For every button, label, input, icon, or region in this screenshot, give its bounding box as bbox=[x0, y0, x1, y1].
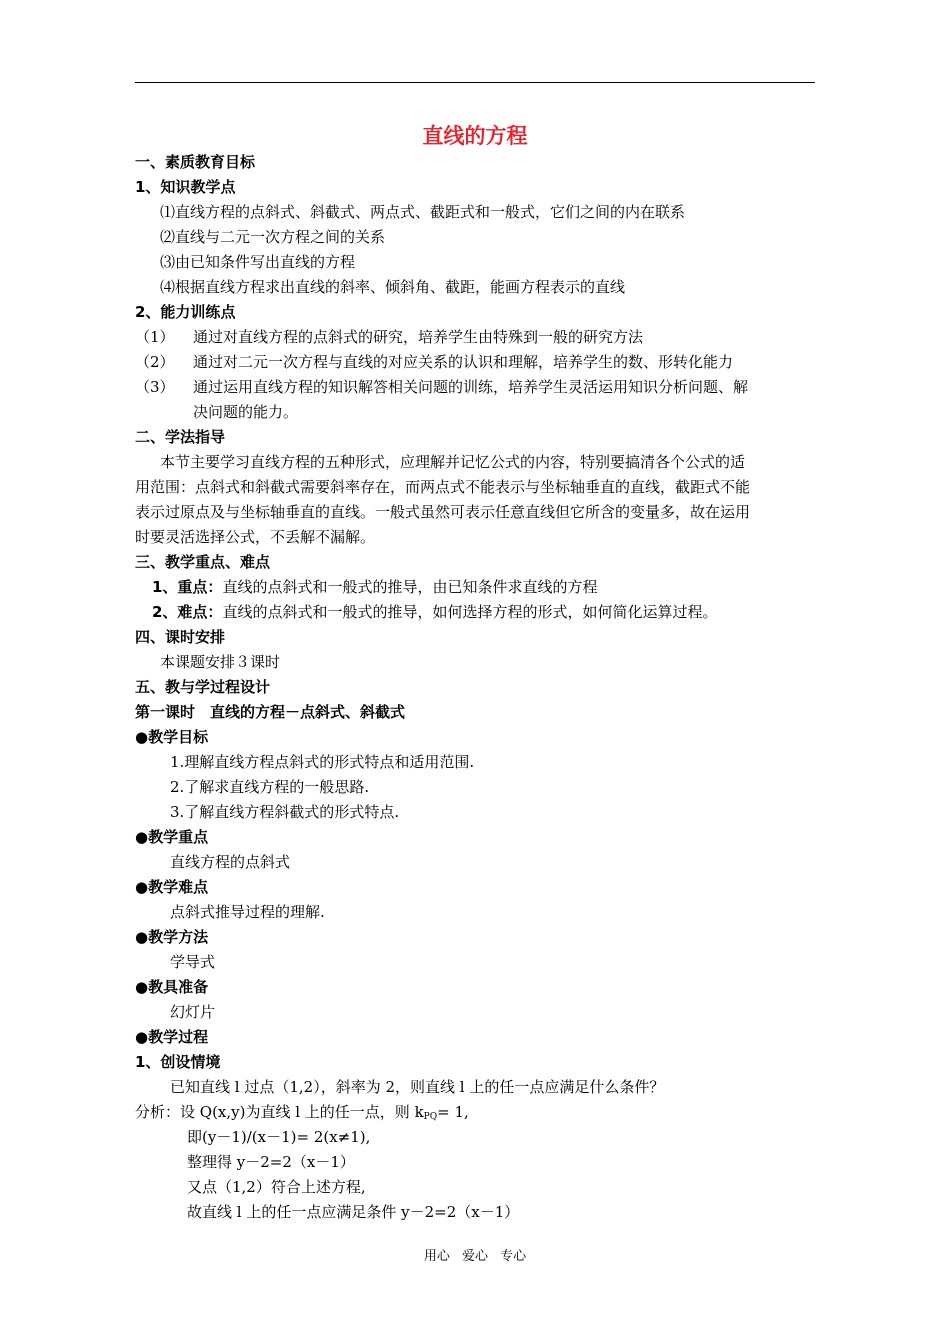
scene-heading: 1、创设情境 bbox=[135, 1053, 221, 1071]
paragraph-line: 用范围：点斜式和斜截式需要斜率存在，而两点式不能表示与坐标轴垂直的直线，截距式不能 bbox=[135, 478, 751, 496]
goals-heading: ●教学目标 bbox=[135, 728, 209, 746]
page-title: 直线的方程 bbox=[422, 124, 528, 148]
list-item: ⑷根据直线方程求出直线的斜率、倾斜角、截距，能画方程表示的直线 bbox=[160, 278, 626, 296]
analysis-step: 即(y－1)/(x－1)= 2(x≠1), bbox=[187, 1128, 371, 1146]
method-heading: ●教学方法 bbox=[135, 928, 209, 946]
list-item: 通过对二元一次方程与直线的对应关系的认识和理解，培养学生的数、形转化能力 bbox=[193, 353, 734, 371]
section-heading-key-points: 三、教学重点、难点 bbox=[135, 553, 271, 571]
key-point-label: 1、重点： bbox=[152, 578, 223, 596]
subheading-knowledge: 1、知识教学点 bbox=[135, 178, 236, 196]
paragraph-line: 表示过原点及与坐标轴垂直的直线。一般式虽然可表示任意直线但它所含的变量多，故在运用 bbox=[135, 503, 751, 521]
key-heading: ●教学重点 bbox=[135, 828, 209, 846]
analysis-prefix: 分析：设 Q(x,y)为直线 l 上的任一点，则 k bbox=[135, 1103, 424, 1121]
section-heading-goals: 一、素质教育目标 bbox=[135, 153, 256, 171]
key-point bbox=[152, 576, 597, 598]
paragraph-line: 时要灵活选择公式，不丢解不漏解。 bbox=[135, 528, 376, 546]
analysis-subscript: PQ bbox=[423, 1112, 438, 1122]
difficult-point-text: 直线的点斜式和一般式的推导，如何选择方程的形式，如何简化运算过程。 bbox=[222, 603, 718, 621]
analysis-step: 故直线 l 上的任一点应满足条件 y－2=2（x－1） bbox=[187, 1203, 520, 1221]
subheading-ability: 2、能力训练点 bbox=[135, 303, 236, 321]
list-item-number: （1） bbox=[135, 328, 175, 346]
key-text: 直线方程的点斜式 bbox=[170, 853, 291, 871]
analysis-step: 又点（1,2）符合上述方程, bbox=[187, 1178, 366, 1196]
difficulty-heading: ●教学难点 bbox=[135, 878, 209, 896]
list-item: ⑵直线与二元一次方程之间的关系 bbox=[160, 228, 386, 246]
list-item: 通过对直线方程的点斜式的研究，培养学生由特殊到一般的研究方法 bbox=[193, 328, 644, 346]
difficult-point-label: 2、难点： bbox=[152, 603, 223, 621]
lesson-title: 第一课时 直线的方程－点斜式、斜截式 bbox=[135, 703, 406, 721]
process-heading: ●教学过程 bbox=[135, 1028, 209, 1046]
analysis-step: 整理得 y－2=2（x－1） bbox=[187, 1153, 355, 1171]
section-heading-schedule: 四、课时安排 bbox=[135, 628, 226, 646]
analysis-suffix: = 1, bbox=[437, 1103, 469, 1121]
goal-item: 1.理解直线方程点斜式的形式特点和适用范围. bbox=[170, 753, 475, 771]
list-item-number: （2） bbox=[135, 353, 175, 371]
section-heading-process: 五、教与学过程设计 bbox=[135, 678, 271, 696]
difficult-point bbox=[152, 601, 717, 623]
paragraph-line: 本节主要学习直线方程的五种形式，应理解并记忆公式的内容，特别要搞清各个公式的适 bbox=[160, 453, 746, 471]
method-text: 学导式 bbox=[170, 953, 216, 971]
difficulty-text: 点斜式推导过程的理解. bbox=[170, 903, 325, 921]
goal-item: 3.了解直线方程斜截式的形式特点. bbox=[170, 803, 400, 821]
goal-item: 2.了解求直线方程的一般思路. bbox=[170, 778, 370, 796]
list-item-number: （3） bbox=[135, 378, 175, 396]
list-item-continuation: 决问题的能力。 bbox=[193, 403, 299, 421]
page-footer: 用心 爱心 专心 bbox=[423, 1249, 527, 1264]
analysis-line bbox=[135, 1101, 469, 1128]
schedule-text: 本课题安排３课时 bbox=[160, 653, 281, 671]
header-rule bbox=[135, 82, 815, 83]
question-text: 已知直线 l 过点（1,2），斜率为 2，则直线 l 上的任一点应满足什么条件？ bbox=[170, 1078, 665, 1096]
tools-text: 幻灯片 bbox=[170, 1003, 216, 1021]
tools-heading: ●教具准备 bbox=[135, 978, 209, 996]
key-point-text: 直线的点斜式和一般式的推导，由已知条件求直线的方程 bbox=[222, 578, 598, 596]
section-heading-study-guide: 二、学法指导 bbox=[135, 428, 226, 446]
list-item: ⑴直线方程的点斜式、斜截式、两点式、截距式和一般式，它们之间的内在联系 bbox=[160, 203, 686, 221]
list-item: ⑶由已知条件写出直线的方程 bbox=[160, 253, 356, 271]
list-item: 通过运用直线方程的知识解答相关问题的训练，培养学生灵活运用知识分析问题、解 bbox=[193, 378, 749, 396]
